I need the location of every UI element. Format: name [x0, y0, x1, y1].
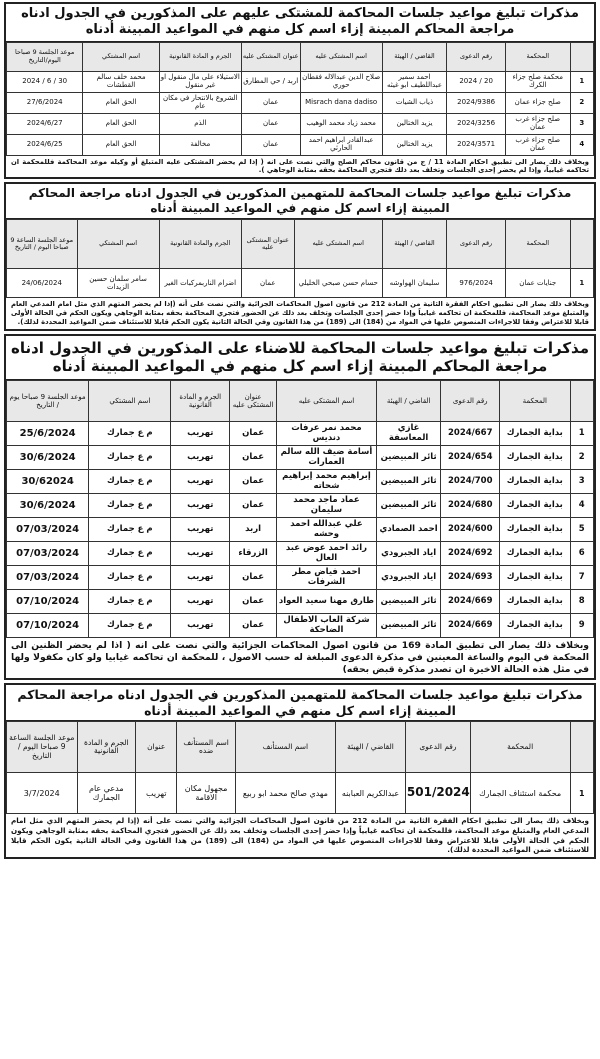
row-number: 6	[570, 542, 593, 566]
table-cell: عبدالقادر ابراهيم احمد الحارثي	[300, 134, 382, 155]
table-cell: م ع جمارك	[89, 614, 171, 638]
row-number: 1	[570, 269, 593, 298]
table-cell: م ع جمارك	[89, 470, 171, 494]
table-cell: 2024/692	[441, 542, 500, 566]
table-row	[7, 446, 594, 470]
table-cell: بداية الجمارك	[500, 590, 570, 614]
table-cell: تهريب	[171, 542, 230, 566]
table-cell: بداية الجمارك	[500, 542, 570, 566]
table-cell: ثائر المبيضين	[376, 446, 441, 470]
row-number: 1	[570, 773, 593, 814]
table-cell: 07/03/2024	[7, 542, 89, 566]
table-cell: م ع جمارك	[89, 446, 171, 470]
column-header: اسم المستأنف	[235, 722, 335, 773]
table-cell: بداية الجمارك	[500, 614, 570, 638]
row-number: 1	[570, 422, 593, 446]
column-header: رقم الدعوى	[447, 42, 506, 71]
column-header	[570, 381, 593, 422]
column-header: موعد الجلسة الساعة 9 صباحا اليوم / التاريخ	[7, 220, 78, 269]
column-header: القاضي / الهيئة	[335, 722, 405, 773]
table-cell: 30/6/2024	[7, 446, 89, 470]
table-cell: 2024/3256	[447, 113, 506, 134]
column-header: موعد الجلسة 9 صباحا يوم / التاريخ	[7, 381, 89, 422]
column-header: رقم الدعوى	[441, 381, 500, 422]
table-cell: سامر سلمان حسين الزيدات	[77, 269, 159, 298]
table-cell: عمان	[241, 269, 294, 298]
section-4-body	[7, 773, 594, 814]
table-cell: الزرقاء	[230, 542, 277, 566]
section-2-table	[6, 219, 594, 298]
table-cell: 2024/669	[441, 590, 500, 614]
column-header: المحكمة	[470, 722, 570, 773]
table-cell: م ع جمارك	[89, 566, 171, 590]
table-header-row	[7, 722, 594, 773]
table-cell: يزيد الختالين	[382, 134, 447, 155]
table-cell: مجهول مكان الاقامة	[177, 773, 236, 814]
table-cell: صلح جزاء غرب عمان	[505, 134, 570, 155]
table-cell: محكمة استئناف الجمارك	[470, 773, 570, 814]
table-cell: 501/2024	[406, 773, 471, 814]
table-row	[7, 566, 594, 590]
table-cell: 2024/654	[441, 446, 500, 470]
table-cell: عمان	[241, 113, 300, 134]
table-header-row	[7, 381, 594, 422]
column-header: القاضي / الهيئة	[376, 381, 441, 422]
table-cell: محمد نمر عرفات دنديس	[277, 422, 377, 446]
table-row	[7, 494, 594, 518]
table-cell: 2024/700	[441, 470, 500, 494]
table-cell: 2024/600	[441, 518, 500, 542]
section-2-criminal-court-notices	[4, 182, 596, 330]
section-2-body	[7, 269, 594, 298]
table-cell: ثائر المبيضين	[376, 614, 441, 638]
column-header: اسم المستأنف ضده	[177, 722, 236, 773]
notices-page	[4, 2, 596, 859]
table-cell: Misrach dana dadiso	[300, 92, 382, 113]
section-1-table	[6, 42, 594, 156]
table-cell: اربد / حي المطارق	[241, 71, 300, 92]
table-cell: تهريب	[171, 494, 230, 518]
column-header: الجرم والمادة القانونية	[159, 220, 241, 269]
table-cell: 2024/667	[441, 422, 500, 446]
column-header: رقم الدعوى	[406, 722, 471, 773]
table-cell: غازي المعاسفة	[376, 422, 441, 446]
section-3-header-row	[7, 381, 594, 422]
table-cell: حسام حسن صبحي الخليلي	[294, 269, 382, 298]
section-1-title: مذكرات تبليغ مواعيد جلسات المحاكمة للمشتكى عليهم على المذكورين في الجدول ادناه مراجعة المحاكم المبينة إزاء اسم كل منهم في المواعيد المبينة أدناه	[6, 4, 594, 42]
row-number: 8	[570, 590, 593, 614]
table-cell: عمان	[230, 422, 277, 446]
row-number: 4	[570, 494, 593, 518]
column-header: عنوان المشتكى عليه	[241, 42, 300, 71]
table-cell: طارق مهنا سعيد العواد	[277, 590, 377, 614]
table-cell: اياد الجبرودي	[376, 542, 441, 566]
row-number: 2	[570, 446, 593, 470]
table-row	[7, 614, 594, 638]
column-header: المحكمة	[505, 42, 570, 71]
table-cell: رائد احمد عوض عبد العال	[277, 542, 377, 566]
table-cell: احمد فياض مطر الشرفات	[277, 566, 377, 590]
table-cell: يزيد الختالين	[382, 113, 447, 134]
section-3-legal-note: وبخلاف ذلك يصار الى تطبيق المادة 169 من قانون اصول المحاكمات الجزائية والتي نصت على انه ( اذا لم يحضر الظنين الى المحكمة في اليوم والساعة المعينين في مذكرة الدعوى المبلغة له حسب الاصول ، للمحكمة ان تحاكمه غيابيا ولو كان مكفولا ولها في مثل هذه الحالة الاخيرة ان تصدر مذكرة قبض بحقه)	[11, 640, 589, 676]
column-header: اسم المشتكي	[77, 220, 159, 269]
row-number: 1	[570, 71, 593, 92]
table-cell: الشروع بالانتحار في مكان عام	[159, 92, 241, 113]
table-cell: عمان	[230, 446, 277, 470]
table-cell: 25/6/2024	[7, 422, 89, 446]
table-cell: إبراهيم محمد إبراهيم شحاته	[277, 470, 377, 494]
column-header: موعد الجلسة الساعة 9 صباحا اليوم / التاريخ	[7, 722, 78, 773]
table-cell: بداية الجمارك	[500, 518, 570, 542]
column-header: الجرم و المادة القانونية	[171, 381, 230, 422]
table-cell: عمان	[230, 590, 277, 614]
table-row	[7, 269, 594, 298]
table-cell: 30/62024	[7, 470, 89, 494]
column-header: عنوان	[136, 722, 177, 773]
column-header: موعد الجلسة 9 صباحا اليوم/التاريخ	[7, 42, 83, 71]
table-cell: احمد الصمادي	[376, 518, 441, 542]
table-row	[7, 92, 594, 113]
column-header: المحكمة	[500, 381, 570, 422]
row-number: 7	[570, 566, 593, 590]
section-3-body	[7, 422, 594, 638]
section-4-table	[6, 721, 594, 814]
table-cell: تهريب	[171, 446, 230, 470]
section-3-title: مذكرات تبليغ مواعيد جلسات المحاكمة للاضناء على المذكورين في الجدول ادناه مراجعة المحاكم المبينة إزاء اسم كل منهم في المواعيد المبينة أدناه	[6, 336, 594, 381]
column-header: عنوان المشتكى عليه	[230, 381, 277, 422]
table-cell: بداية الجمارك	[500, 566, 570, 590]
table-cell: أسامة ضيف الله سالم العمارات	[277, 446, 377, 470]
section-1-header-row	[7, 42, 594, 71]
section-1-body	[7, 71, 594, 155]
table-cell: تهريب	[171, 590, 230, 614]
table-cell: م ع جمارك	[89, 494, 171, 518]
column-header: عنوان المشتكى عليه	[241, 220, 294, 269]
table-cell: م ع جمارك	[89, 518, 171, 542]
section-1-legal-note: وبخلاف ذلك يصار الى تطبيق احكام المادة 11 / ج من قانون محاكم الصلح والتي نصت على انه ( إذا لم يحضر المشتكى عليه المتبلغ أو وكيله موعد المحاكمة فللمحكمة ان تحاكمه غيابياً، وإذا لم يحضر إحدى الجلسات وتخلف بعد ذلك فتجري المحاكمة بحقه بمثابة الوجاهي ).	[11, 157, 589, 175]
row-number: 3	[570, 470, 593, 494]
table-row	[7, 422, 594, 446]
table-cell: 30 / 6 / 2024	[7, 71, 83, 92]
section-4-header-row	[7, 722, 594, 773]
table-header-row	[7, 42, 594, 71]
table-cell: تهريب	[171, 566, 230, 590]
table-cell: اضرام الناربمركبات الغير	[159, 269, 241, 298]
table-cell: 30/6/2024	[7, 494, 89, 518]
table-cell: 2024/680	[441, 494, 500, 518]
table-row	[7, 518, 594, 542]
column-header: اسم المشتكى عليه	[277, 381, 377, 422]
table-cell: تهريب	[171, 470, 230, 494]
table-cell: احمد سمير عبداللطيف ابو غيثه	[382, 71, 447, 92]
table-cell: صلاح الدين عبدالاله فقطان حوري	[300, 71, 382, 92]
table-cell: علي عبدالله احمد وحشه	[277, 518, 377, 542]
table-cell: شركة العاب الاطفال الضاحكة	[277, 614, 377, 638]
table-cell: 07/03/2024	[7, 566, 89, 590]
table-cell: تهريب	[171, 422, 230, 446]
row-number: 3	[570, 113, 593, 134]
table-cell: ثائر المبيضين	[376, 470, 441, 494]
column-header	[570, 722, 593, 773]
table-cell: 07/10/2024	[7, 614, 89, 638]
table-cell: عمان	[230, 494, 277, 518]
row-number: 9	[570, 614, 593, 638]
table-cell: محكمة صلح جزاء الكرك	[505, 71, 570, 92]
table-cell: ثائر المبيضين	[376, 590, 441, 614]
table-cell: الحق العام	[83, 134, 159, 155]
table-cell: عبدالكريم العبابنه	[335, 773, 405, 814]
table-cell: الاستيلاء على مال منقول او غير منقول	[159, 71, 241, 92]
section-4-title: مذكرات تبليغ مواعيد جلسات المحاكمة للمتهمين المذكورين في الجدول ادناه مراجعة المحاكم المبينة إزاء اسم كل منهم في المواعيد المبينة أدناه	[6, 685, 594, 721]
section-1-peace-court-notices	[4, 2, 596, 179]
table-cell: صلح جزاء غرب عمان	[505, 113, 570, 134]
table-row	[7, 470, 594, 494]
table-cell: عمان	[230, 566, 277, 590]
column-header: اسم المشتكى عليه	[294, 220, 382, 269]
table-cell: مهدي صالح محمد ابو ربيع	[235, 773, 335, 814]
section-2-header-row	[7, 220, 594, 269]
table-cell: تهريب	[171, 614, 230, 638]
column-header: القاضي / الهيئة	[382, 220, 447, 269]
column-header	[570, 42, 593, 71]
column-header: القاضي / الهيئة	[382, 42, 447, 71]
table-row	[7, 590, 594, 614]
table-cell: 2024/669	[441, 614, 500, 638]
table-cell: محمد خلف سالم القطشات	[83, 71, 159, 92]
table-cell: سليمان الهواوشه	[382, 269, 447, 298]
column-header: اسم المشتكى عليه	[300, 42, 382, 71]
table-cell: اربد	[230, 518, 277, 542]
table-cell: بداية الجمارك	[500, 494, 570, 518]
section-4-appeal-court-notices	[4, 683, 596, 859]
column-header: المحكمة	[505, 220, 570, 269]
table-cell: جنايات عمان	[505, 269, 570, 298]
table-cell: 2024/9386	[447, 92, 506, 113]
table-cell: بداية الجمارك	[500, 470, 570, 494]
section-3-table	[6, 380, 594, 638]
table-cell: 24/06/2024	[7, 269, 78, 298]
column-header: اسم المشتكي	[89, 381, 171, 422]
table-cell: مدعي عام الجمارك	[77, 773, 136, 814]
table-cell: عمان	[241, 92, 300, 113]
column-header: رقم الدعوى	[447, 220, 506, 269]
table-cell: 20 / 2024	[447, 71, 506, 92]
table-cell: بداية الجمارك	[500, 422, 570, 446]
table-cell: ذياب الشيات	[382, 92, 447, 113]
table-cell: 07/10/2024	[7, 590, 89, 614]
table-row	[7, 113, 594, 134]
table-cell: تهريب	[136, 773, 177, 814]
section-2-legal-note: وبخلاف ذلك يصار الى تطبيق احكام الفقرة الثانية من المادة 212 من قانون اصول المحاكمات الجزائية والتي نصت على أنه (إذا لم يحضر المتهم الذي مثل امام المدعي العام والمتبلغ موعد المحاكمة، فللمحكمة ان تحاكمه غيابياً وإذا حضر إحدى الجلسات وتخلف بعد ذلك عن الحضور فتجري المحاكمة بحقه بمثابة الوجاهي ويكون الحكم في الحالة الأولى قابلا للاعتراض وفقا للاجراءات المنصوص عليها في المواد من (184) الى (189) من هذا القانون وفي الحالة الثانية يكون الحكم قابلا للاستئناف ضمن المواعيد المحددة لذلك).	[11, 300, 589, 326]
table-row	[7, 134, 594, 155]
row-number: 5	[570, 518, 593, 542]
table-cell: عمان	[230, 470, 277, 494]
row-number: 4	[570, 134, 593, 155]
table-cell: م ع جمارك	[89, 590, 171, 614]
table-cell: 2024/3571	[447, 134, 506, 155]
table-cell: 2024/6/27	[7, 113, 83, 134]
column-header: الجرم و المادة القانونية	[77, 722, 136, 773]
table-cell: م ع جمارك	[89, 422, 171, 446]
table-cell: عمان	[241, 134, 300, 155]
table-row	[7, 773, 594, 814]
table-cell: م ع جمارك	[89, 542, 171, 566]
table-cell: صلح جزاء عمان	[505, 92, 570, 113]
table-cell: الحق العام	[83, 113, 159, 134]
table-cell: الذم	[159, 113, 241, 134]
table-cell: 27/6/2024	[7, 92, 83, 113]
column-header: الجرم و المادة القانونية	[159, 42, 241, 71]
table-cell: عماد ماجد محمد سليمان	[277, 494, 377, 518]
column-header: اسم المشتكي	[83, 42, 159, 71]
table-cell: بداية الجمارك	[500, 446, 570, 470]
table-cell: محمد زياد محمد الوهيب	[300, 113, 382, 134]
table-cell: 2024/693	[441, 566, 500, 590]
section-3-customs-court-notices	[4, 334, 596, 680]
section-4-legal-note: وبخلاف ذلك يصار الى تطبيق احكام الفقرة الثانية من المادة 212 من قانون اصول المحاكمات الجزائية والتي نصت على أنه (إذا لم يحضر المتهم الذي مثل امام المدعي العام والمتبلغ موعد المحاكمة، فللمحكمة ان تحاكمه غيابياً وإذا حضر إحدى الجلسات وتخلف بعد ذلك عن الحضور فتجري المحاكمة بحقه بمثابة الوجاهي ويكون الحكم في الحالة الأولى قابلا للاعتراض وفقا للاجراءات المنصوص عليها في المواد من (184) الى (189) من هذا القانون وفي الحالة الثانية يكون الحكم قابلا للاستئناف ضمن المواعيد المحددة لذلك).	[11, 816, 590, 855]
table-cell: مخالفة	[159, 134, 241, 155]
table-cell: عمان	[230, 614, 277, 638]
row-number: 2	[570, 92, 593, 113]
table-cell: ثائر المبيضين	[376, 494, 441, 518]
table-cell: اياد الجبرودي	[376, 566, 441, 590]
table-cell: 2024/6/25	[7, 134, 83, 155]
table-cell: 976/2024	[447, 269, 506, 298]
table-cell: 07/03/2024	[7, 518, 89, 542]
table-header-row	[7, 220, 594, 269]
table-row	[7, 71, 594, 92]
table-cell: 3/7/2024	[7, 773, 78, 814]
section-2-title: مذكرات تبليغ مواعيد جلسات المحاكمة للمتهمين المذكورين في الجدول ادناه مراجعة المحاكم المبينة إزاء اسم كل منهم في المواعيد المبينة أدناه	[6, 184, 594, 219]
table-cell: تهريب	[171, 518, 230, 542]
table-cell: الحق العام	[83, 92, 159, 113]
table-row	[7, 542, 594, 566]
column-header	[570, 220, 593, 269]
